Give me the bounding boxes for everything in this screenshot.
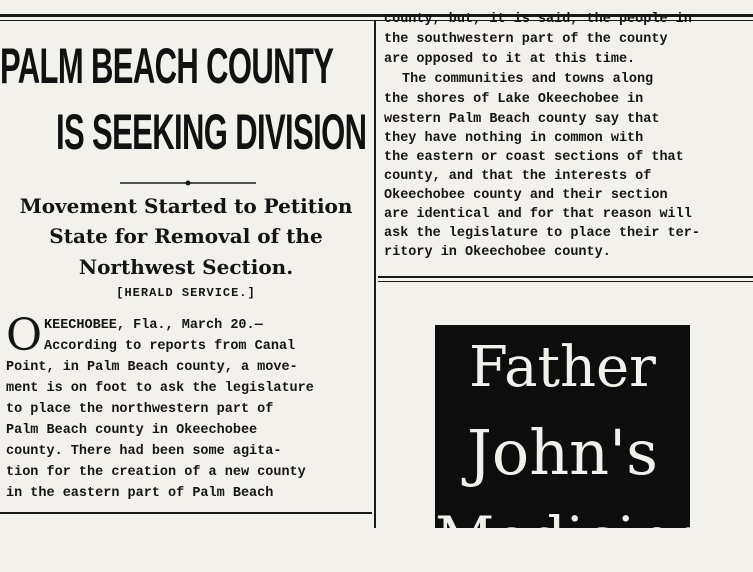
article-line: KEECHOBEE, Fla., March 20.— (44, 318, 263, 333)
dash-ornament (120, 180, 256, 186)
article-line: According to reports from Canal (44, 339, 296, 354)
left-column (0, 24, 372, 528)
article-line: county. There had been some agita- (6, 444, 282, 459)
ad-line-2: John's (467, 416, 658, 489)
article-line: Point, in Palm Beach county, a move- (6, 360, 298, 375)
article-line: the southwestern part of the county (384, 32, 668, 47)
article-line: ritory in Okeechobee county. (384, 245, 611, 260)
article-line: are opposed to it at this time. (384, 52, 636, 67)
article-line: to place the northwestern part of (6, 402, 274, 417)
section-divider (378, 276, 753, 278)
drop-cap: O (6, 310, 43, 361)
article-line: Okeechobee county and their section (384, 188, 668, 203)
article-line: county, but, it is said, the people in (384, 12, 692, 27)
ad-line-3: Medicine (435, 504, 708, 572)
article-line: ment is on foot to ask the legislature (6, 381, 314, 396)
advertisement (435, 325, 708, 572)
article-line: The communities and towns along (402, 72, 654, 87)
article-line: ask the legislature to place their ter- (384, 226, 700, 241)
article-line: tion for the creation of a new county (6, 465, 306, 480)
article-line: county, and that the interests of (384, 169, 652, 184)
column-divider (374, 20, 376, 528)
subheadline-line-2: State for Removal of the (49, 224, 323, 248)
article-line: they have nothing in common with (384, 131, 644, 146)
headline-line-1: PALM BEACH COUNTY (0, 38, 334, 94)
article-line: are identical and for that reason will (384, 207, 692, 222)
ad-line-1: Father (469, 335, 656, 400)
subheadline-line-1: Movement Started to Petition (19, 194, 353, 218)
article-line: the shores of Lake Okeechobee in (384, 92, 644, 107)
byline: [HERALD SERVICE.] (116, 286, 256, 300)
section-divider-thin (378, 281, 753, 282)
headline-line-2: IS SEEKING DIVISION (56, 104, 367, 160)
article-line: the eastern or coast sections of that (384, 150, 684, 165)
article-line: in the eastern part of Palm Beach (6, 486, 274, 501)
article-line: Palm Beach county in Okeechobee (6, 423, 258, 438)
subheadline-line-3: Northwest Section. (78, 255, 294, 279)
article-line: western Palm Beach county say that (384, 112, 660, 127)
